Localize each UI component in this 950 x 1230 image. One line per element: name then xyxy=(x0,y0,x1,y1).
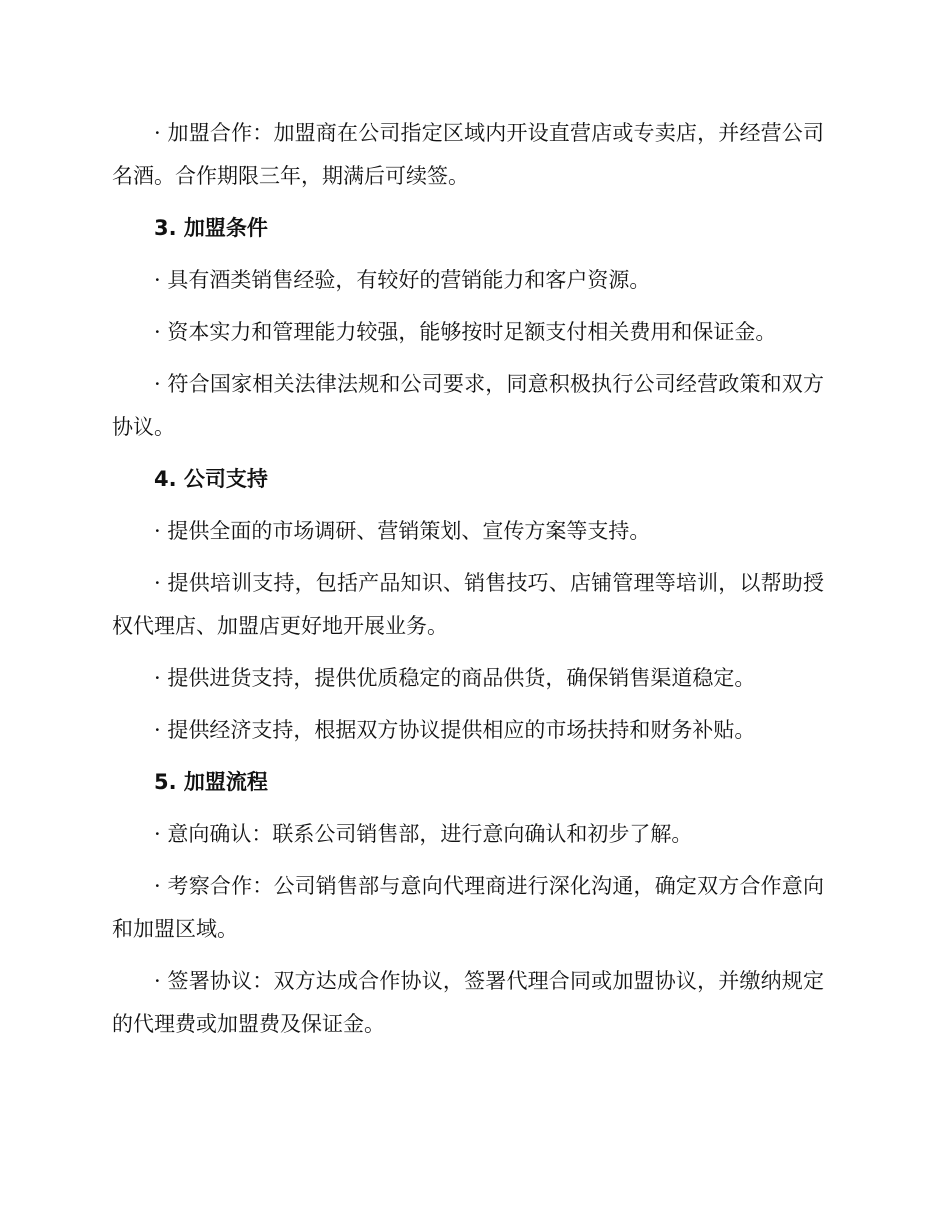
section-heading-franchise-process: 5. 加盟流程 xyxy=(154,770,268,794)
paragraph-process-agreement: · 签署协议：双方达成合作协议，签署代理合同或加盟协议，并缴纳规定的代理费或加盟费及保证金。 xyxy=(112,969,824,1036)
document-page xyxy=(112,112,824,1055)
paragraph-franchise-cooperation: · 加盟合作：加盟商在公司指定区域内开设直营店或专卖店，并经营公司名酒。合作期限三年，期满后可续签。 xyxy=(112,121,824,188)
paragraph-support-training: · 提供培训支持，包括产品知识、销售技巧、店铺管理等培训，以帮助授权代理店、加盟店更好地开展业务。 xyxy=(112,571,824,638)
paragraph-condition-capital: · 资本实力和管理能力较强，能够按时足额支付相关费用和保证金。 xyxy=(154,320,777,344)
paragraph-process-intent: · 意向确认：联系公司销售部，进行意向确认和初步了解。 xyxy=(154,822,693,846)
section-heading-company-support: 4. 公司支持 xyxy=(154,467,268,491)
paragraph-condition-compliance: · 符合国家相关法律法规和公司要求，同意积极执行公司经营政策和双方协议。 xyxy=(112,372,824,439)
paragraph-support-supply: · 提供进货支持，提供优质稳定的商品供货，确保销售渠道稳定。 xyxy=(154,666,756,690)
section-heading-franchise-conditions: 3. 加盟条件 xyxy=(154,216,268,240)
paragraph-support-economic: · 提供经济支持，根据双方协议提供相应的市场扶持和财务补贴。 xyxy=(154,718,756,742)
paragraph-process-inspection: · 考察合作：公司销售部与意向代理商进行深化沟通，确定双方合作意向和加盟区域。 xyxy=(112,874,824,941)
paragraph-support-market: · 提供全面的市场调研、营销策划、宣传方案等支持。 xyxy=(154,519,651,543)
paragraph-condition-experience: · 具有酒类销售经验，有较好的营销能力和客户资源。 xyxy=(154,268,651,292)
